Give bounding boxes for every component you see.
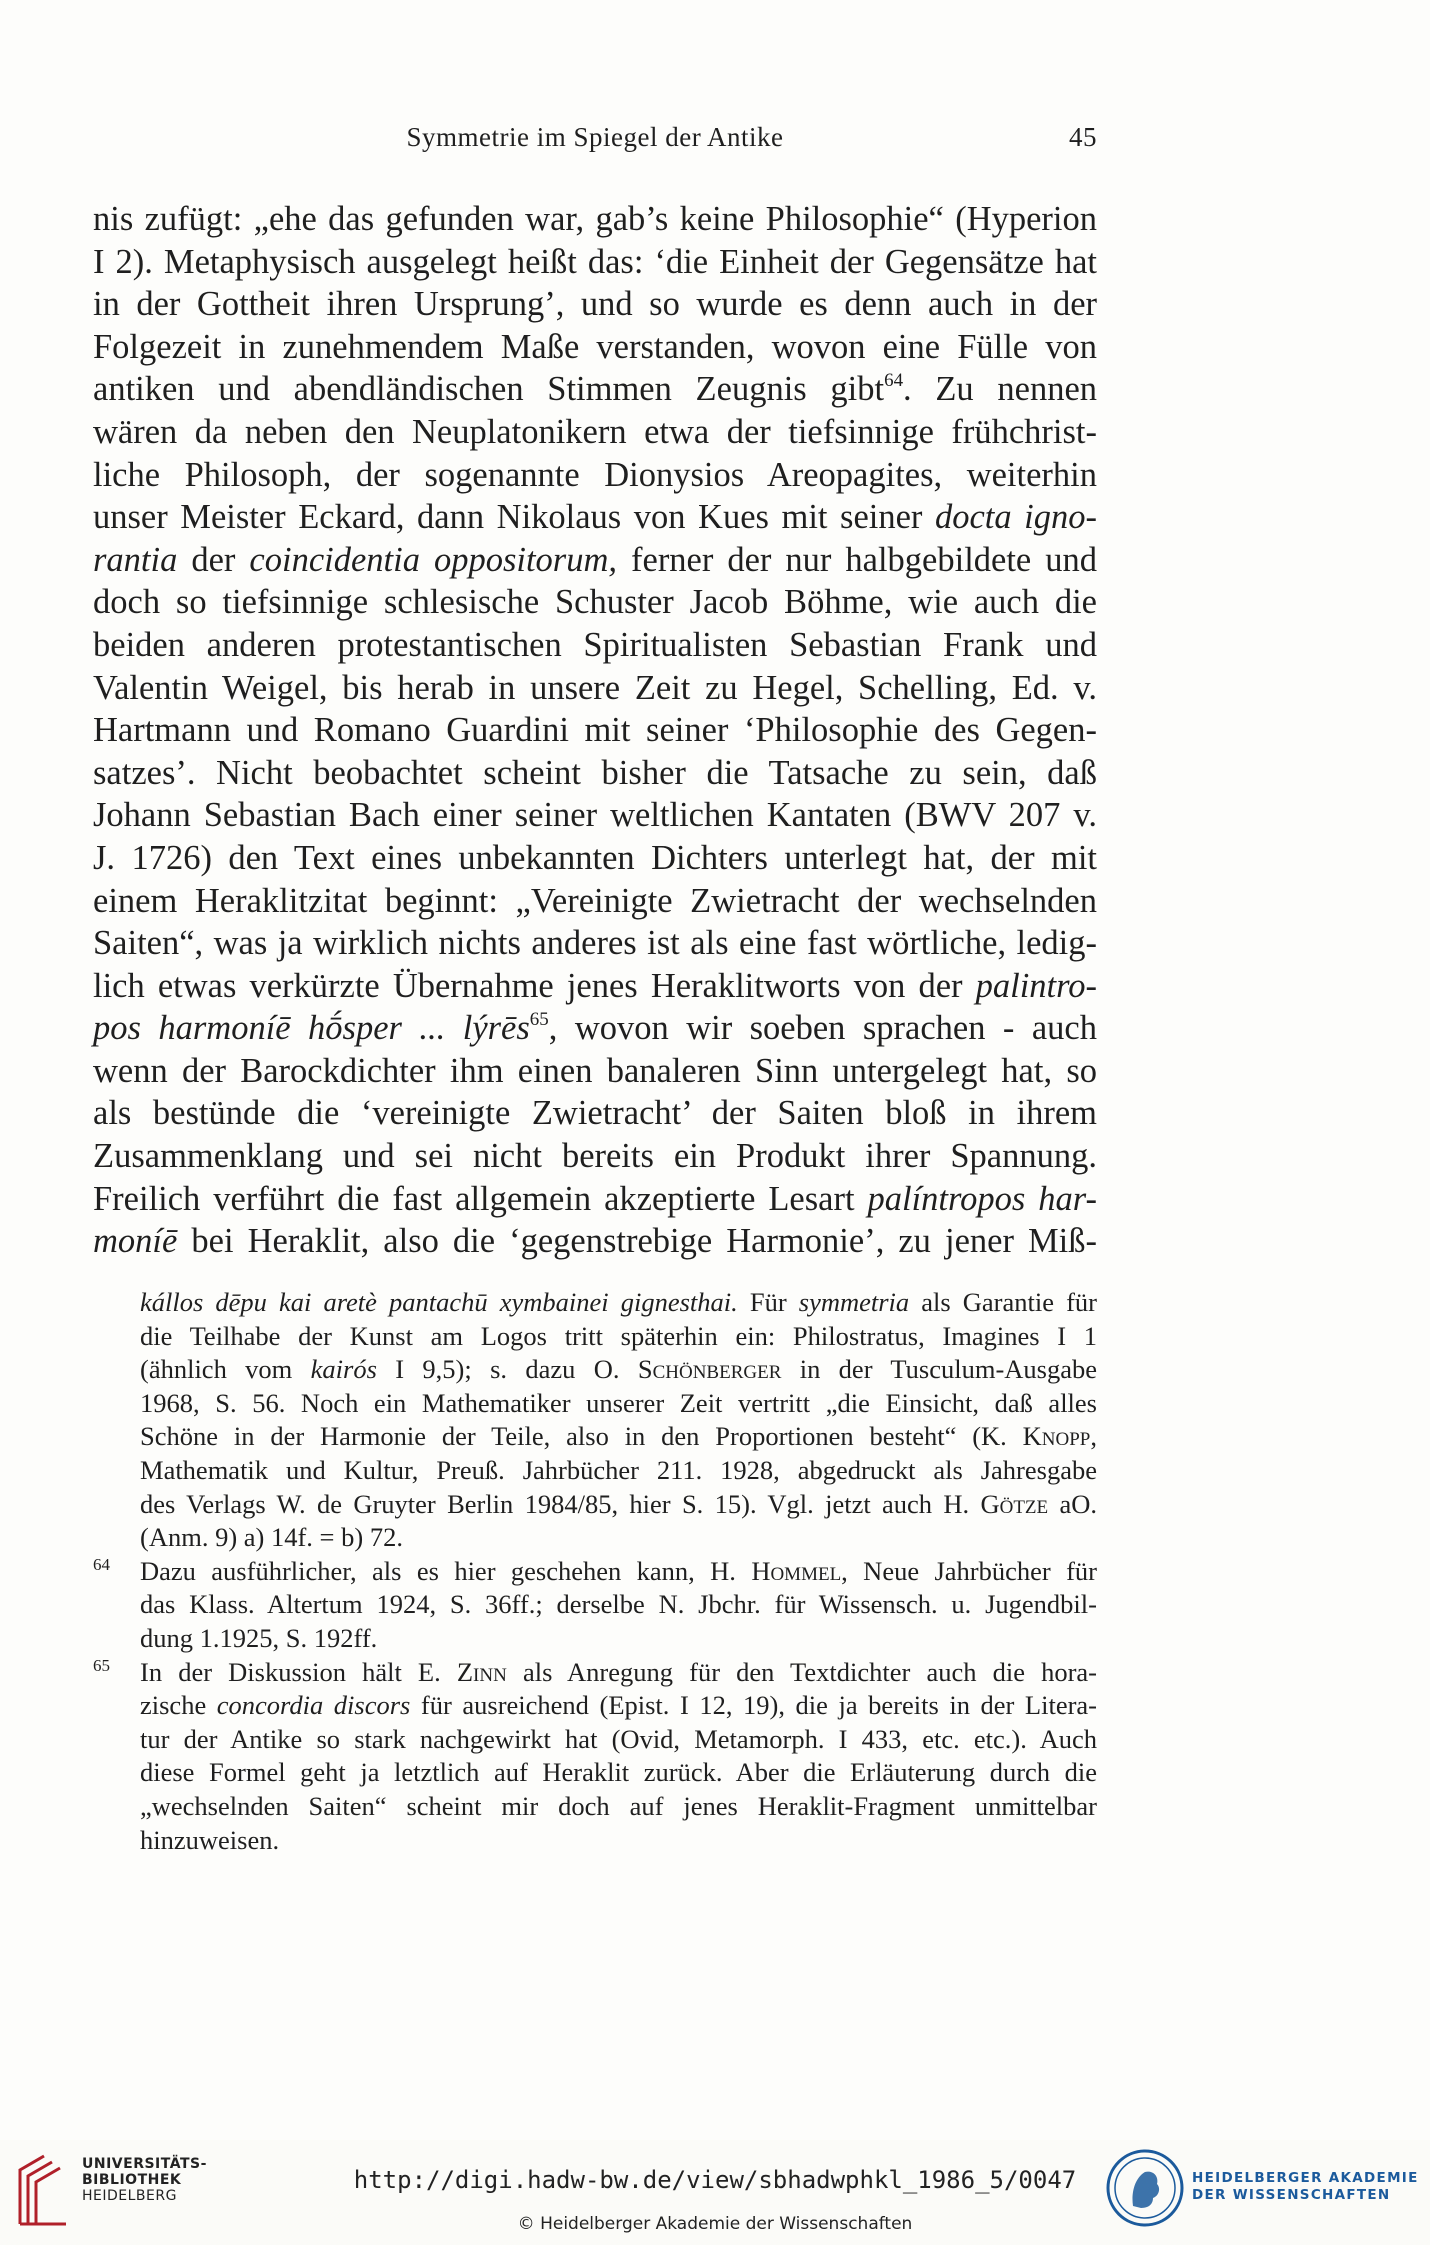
body-line: I 2). Metaphysisch ausgelegt heißt das: ‘die Einheit der Gegensätze hat (93, 242, 1097, 281)
footnote-line: Mathematik und Kultur, Preuß. Jahrbücher 211. 1928, abgedruckt als Jahresgabe (140, 1454, 1097, 1485)
footnote-line: hinzuweisen. (140, 1824, 280, 1855)
body-line: wenn der Barockdichter ihm einen banaleren Sinn untergelegt hat, so (93, 1051, 1097, 1090)
body-line: wären da neben den Neuplatonikern etwa der tiefsinnige frühchrist- (93, 412, 1097, 451)
footnote-65: 65 In der Diskussion hält E. Zinn als Anregung für den Textdichter auch die hora- (93, 1655, 1097, 1687)
permalink-url[interactable]: http://digi.hadw-bw.de/view/sbhadwphkl_1986_5/0047 (353, 2166, 1077, 2194)
body-line: in der Gottheit ihren Ursprung’, und so wurde es denn auch in der (93, 285, 1097, 324)
body-text (93, 198, 1097, 1263)
footnote-line: kállos dēpu kai aretè pantachū xymbainei gignesthai. Für symmetria als Garantie für (140, 1287, 1097, 1317)
footnote-line: das Klass. Altertum 1924, S. 36ff.; derselbe N. Jbchr. für Wissensch. u. Jugendbil- (140, 1589, 1097, 1620)
body-line: Hartmann und Romano Guardini mit seiner ‘Philosophie des Gegen- (93, 711, 1097, 750)
body-line: Freilich verführt die fast allgemein akzeptierte Lesart palíntropos har- (93, 1179, 1097, 1218)
footnote-line: (Anm. 9) a) 14f. = b) 72. (140, 1522, 403, 1553)
footnote-line: die Teilhabe der Kunst am Logos tritt späterhin ein: Philostratus, Imagines I 1 (140, 1320, 1097, 1351)
page-number: 45 (1069, 122, 1097, 152)
footnote-ref: 64 (884, 370, 904, 392)
footnote-line: (ähnlich vom kairós I 9,5); s. dazu O. Schönberger in der Tusculum-Ausgabe (140, 1354, 1097, 1385)
footnote-line: 1968, S. 56. Noch ein Mathematiker unserer Zeit vertritt „die Einsicht, daß alles (140, 1387, 1097, 1418)
body-line: unser Meister Eckard, dann Nikolaus von Kues mit seiner docta igno- (93, 498, 1097, 537)
body-line: Valentin Weigel, bis herab in unsere Zeit zu Hegel, Schelling, Ed. v. (93, 668, 1097, 707)
footnote-line: dung 1.1925, S. 192ff. (140, 1622, 378, 1653)
running-title: Symmetrie im Spiegel der Antike (406, 122, 784, 152)
body-line: lich etwas verkürzte Übernahme jenes Heraklitworts von der palintro- (93, 966, 1097, 1005)
running-head (93, 122, 1097, 162)
body-line: moníē bei Heraklit, also die ‘gegenstrebige Harmonie’, zu jener Miß- (93, 1222, 1097, 1261)
footnote-line: tur der Antike so stark nachgewirkt hat (Ovid, Metamorph. I 433, etc. etc.). Auch (140, 1723, 1097, 1754)
footnote-line: Schöne in der Harmonie der Teile, also in den Proportionen besteht“ (K. Knopp, (140, 1421, 1097, 1452)
copyright-notice: © Heidelberger Akademie der Wissenschaften (517, 2214, 913, 2234)
footnote-ref: 65 (529, 1009, 549, 1031)
footnote-line: diese Formel geht ja letztlich auf Heraklit zurück. Aber die Erläuterung durch die (140, 1757, 1097, 1788)
footnote-64: 64 Dazu ausführlicher, als es hier geschehen kann, H. Hommel, Neue Jahrbücher für (93, 1554, 1098, 1586)
academy-seal-icon[interactable] (1105, 2148, 1185, 2228)
footnote-line: zische concordia discors für ausreichend (Epist. I 12, 19), die ja bereits in der Litera- (140, 1690, 1097, 1721)
body-line: liche Philosoph, der sogenannte Dionysios Areopagites, weiterhin (93, 455, 1097, 494)
body-line: nis zufügt: „ehe das gefunden war, gab’s keine Philosophie“ (Hyperion (93, 200, 1097, 238)
footnote-line: des Verlags W. de Gruyter Berlin 1984/85, hier S. 15). Vgl. jetzt auch H. Götze aO. (140, 1488, 1097, 1519)
academy-label: HEIDELBERGER AKADEMIE DER WISSENSCHAFTEN (1192, 2170, 1419, 2203)
digitization-footer (0, 2140, 1430, 2245)
body-line: J. 1726) den Text eines unbekannten Dichters unterlegt hat, der mit (93, 838, 1097, 877)
footnote-line: „wechselnden Saiten“ scheint mir doch auf jenes Heraklit-Fragment unmittelbar (140, 1790, 1097, 1821)
footnotes (93, 1286, 1097, 1857)
body-line: als bestünde die ‘vereinigte Zwietracht’ der Saiten bloß in ihrem (93, 1094, 1097, 1133)
body-line: rantia der coincidentia oppositorum, ferner der nur halbgebildete und (93, 540, 1097, 579)
body-line: pos harmoníē hṓsper ... lýrēs$^{65}$, wovon wir soeben sprachen - auch (93, 1009, 1097, 1048)
body-line: satzes’. Nicht beobachtet scheint bisher die Tatsache zu sein, daß (93, 753, 1097, 792)
body-line: beiden anderen protestantischen Spiritualisten Sebastian Frank und (93, 625, 1097, 664)
body-line: Folgezeit in zunehmendem Maße verstanden, wovon eine Fülle von (93, 327, 1097, 366)
university-library-label: UNIVERSITÄTS- BIBLIOTHEK HEIDELBERG (82, 2156, 207, 2204)
body-line: Johann Sebastian Bach einer seiner weltlichen Kantaten (BWV 207 v. (93, 796, 1097, 835)
body-line: Saiten“, was ja wirklich nichts anderes ist als eine fast wörtliche, ledig- (93, 924, 1097, 963)
body-line: einem Heraklitzitat beginnt: „Vereinigte Zwietracht der wechselnden (93, 881, 1097, 920)
body-line: antiken und abendländischen Stimmen Zeugnis gibt$^{64}$. Zu nennen (93, 370, 1098, 409)
body-line: Zusammenklang und sei nicht bereits ein Produkt ihrer Spannung. (93, 1137, 1097, 1176)
body-line: doch so tiefsinnige schlesische Schuster Jacob Böhme, wie auch die (93, 583, 1097, 622)
